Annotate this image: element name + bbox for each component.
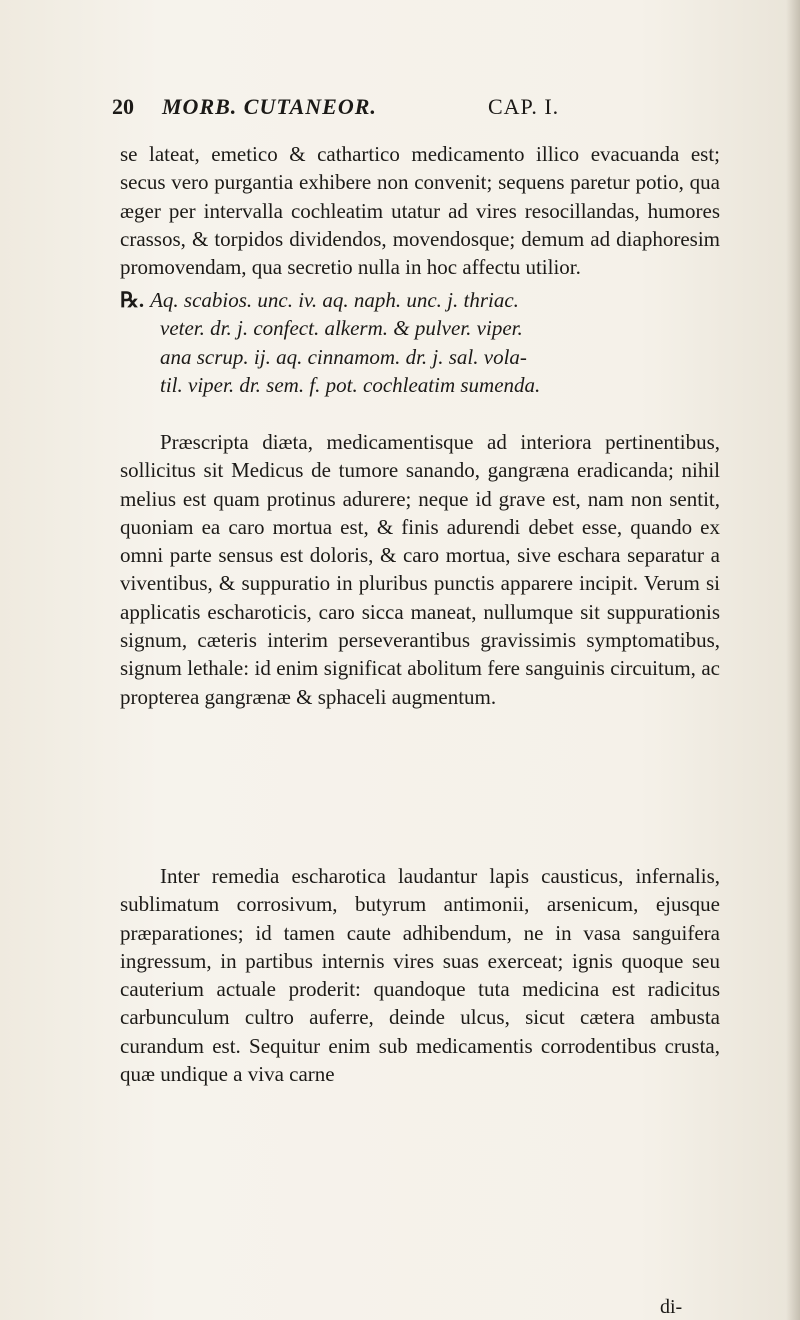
- recipe-line-1: Aq. scabios. unc. iv. aq. naph. unc. j. thriac.: [150, 288, 519, 312]
- paragraph-3: Inter remedia escharotica laudantur lapis causticus, infernalis, sublimatum corrosivum, butyrum antimonii, arsenicum, ejusque præparationes; id tamen caute adhibendum, ne in vasa sanguifera ingressum, in partibus internis vires suas exerceat; ignis quoque seu cauterium actuale proderit: quandoque tuta medicina est radicitus carbunculum cultro auferre, deinde ulcus, sicut cætera ambusta curandum est. Sequitur enim sub medicamentis corrodentibus crusta, quæ undique a viva carne: [120, 864, 720, 1087]
- running-chapter: CAP. I.: [488, 94, 560, 119]
- paragraph-2: Præscripta diæta, medicamentisque ad interiora pertinentibus, sollicitus sit Medicus de tumore sanando, gangræna eradicanda; nihil melius est quam protinus adurere; neque id grave est, nam non sentit, quoniam ea caro mortua est, & finis adurendi debet esse, quando ex omni parte sensus est doloris, & caro mortua, sive eschara separatur a viventibus, & suppuratio in pluribus punctis apparere incipit. Verum si applicatis escharoticis, caro sicca maneat, nullumque sit suppurationis signum, cæteris interim perseverantibus gravissimis symptomatibus, signum lethale: id enim significat abolitum fere sanguinis circuitum, ac propterea gangrænæ & sphaceli augmentum.: [120, 430, 720, 709]
- running-header: [112, 94, 712, 130]
- recipe-symbol: ℞.: [120, 288, 145, 312]
- running-title: MORB. CUTANEOR.: [162, 94, 377, 119]
- recipe-line-3: ana scrup. ij. aq. cinnamom. dr. j. sal. vola-: [160, 344, 527, 369]
- page-edge-shadow: [786, 0, 800, 1320]
- page-number: 20: [112, 94, 134, 119]
- recipe-line-4: til. viper. dr. sem. f. pot. cochleatim sumenda.: [160, 372, 541, 397]
- recipe-block: [120, 286, 720, 399]
- paragraph-1: se lateat, emetico & cathartico medicamento illico evacuanda est; secus vero purgantia exhibere non convenit; sequens paretur potio, qua æger per intervalla cochleatim utatur ad vires resocillandas, humores crassos, & torpidos dividendos, movendosque; demum ad diaphoresim promovendam, qua secretio nulla in hoc affectu utilior.: [120, 142, 720, 280]
- recipe-line-2: veter. dr. j. confect. alkerm. & pulver. viper.: [160, 316, 523, 341]
- catchword: di-: [660, 1296, 683, 1318]
